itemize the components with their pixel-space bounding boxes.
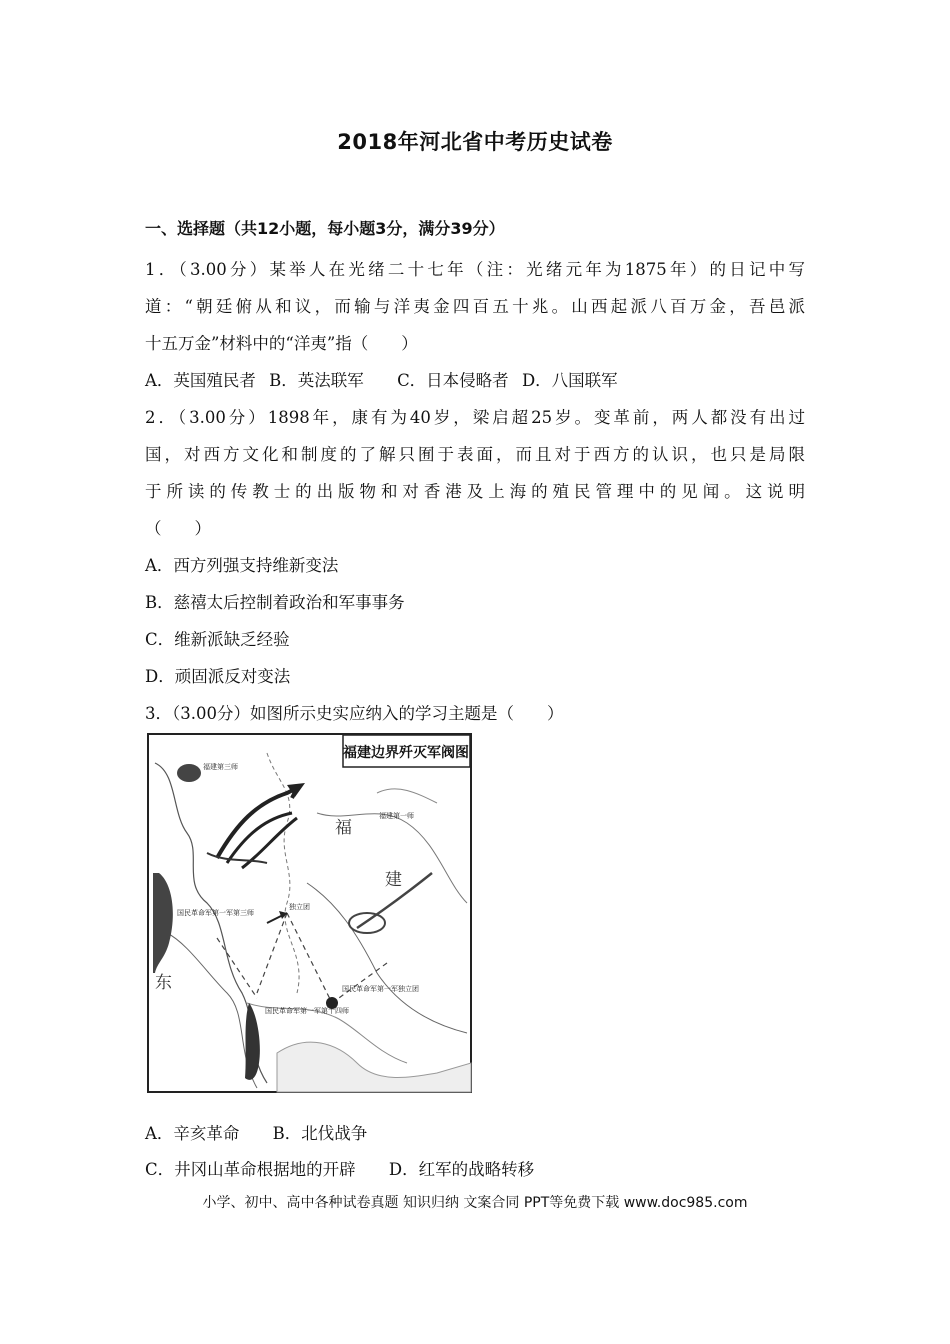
map-label-nra-1-3: 国民革命军第一军第三师 [177, 909, 254, 917]
q3-stem-line-1: 3．（3.00分）如图所示史实应纳入的学习主题是（ ） [145, 704, 564, 723]
q1-option-c: C．日本侵略者 [397, 371, 509, 390]
map-label-jian: 建 [385, 870, 402, 890]
q2-stem-line-2: 国，对西方文化和制度的了解只囿于表面，而且对于西方的认识，也只是局限 [145, 445, 805, 464]
q2-option-b: B．慈禧太后控制着政治和军事事务 [145, 593, 405, 612]
q3-option-d: D．红军的战略转移 [388, 1160, 535, 1179]
section-heading: 一、选择题（共12小题，每小题3分，满分39分） [145, 219, 505, 238]
q1-option-a: A．英国殖民者 [145, 371, 256, 390]
q1-stem-line-3: 十五万金”材料中的“洋夷”指（ ） [145, 334, 418, 353]
map-label-dong: 东 [155, 973, 172, 993]
q1-options-row [145, 367, 618, 391]
q2-stem-line-1: 2．（3.00分）1898年，康有为40岁，梁启超25岁。变革前，两人都没有出过 [145, 408, 805, 427]
map-label-nra-1-ind: 国民革命军第一军独立团 [342, 985, 419, 993]
q3-option-a: A．辛亥革命 [145, 1124, 240, 1143]
q2-stem-line-3: 于所读的传教士的出版物和对香港及上海的殖民管理中的见闻。这说明 [145, 482, 805, 501]
map-label-fu: 福 [335, 818, 352, 838]
q2-option-d: D．顽固派反对变法 [145, 667, 291, 686]
q1-option-d: D．八国联军 [521, 371, 618, 390]
q1-stem-line-1: 1．（3.00分）某举人在光绪二十七年（注：光绪元年为1875年）的日记中写 [145, 260, 805, 279]
q2-option-c: C．维新派缺乏经验 [145, 630, 290, 649]
q1-option-b: B．英法联军 [269, 371, 364, 390]
map-label-ind-reg: 独立团 [289, 903, 310, 911]
map-label-fujian-1st: 福建第一师 [379, 812, 414, 820]
map-label-nra-1-14: 国民革命军第一军第十四师 [265, 1007, 349, 1015]
q3-option-b: B．北伐战争 [272, 1124, 368, 1143]
map-label-fujian-3rd: 福建第三师 [203, 763, 238, 771]
q2-option-a: A．西方列强支持维新变法 [145, 556, 339, 575]
q2-stem-line-4: （ ） [145, 519, 211, 538]
exam-title: 2018年河北省中考历史试卷 [337, 130, 613, 154]
q3-option-c: C．井冈山革命根据地的开辟 [145, 1160, 356, 1179]
q3-options-row-2 [145, 1156, 534, 1180]
q3-options-row-1 [145, 1120, 367, 1144]
q1-stem-line-2: 道：“朝廷俯从和议，而输与洋夷金四百五十兆。山西起派八百万金，吾邑派 [145, 297, 805, 316]
map-title: 福建边界歼灭军阀图 [343, 745, 469, 761]
historical-map [147, 733, 472, 1093]
footer-text: 小学、初中、高中各种试卷真题 知识归纳 文案合同 PPT等免费下载 www.doc985.com [202, 1195, 748, 1211]
